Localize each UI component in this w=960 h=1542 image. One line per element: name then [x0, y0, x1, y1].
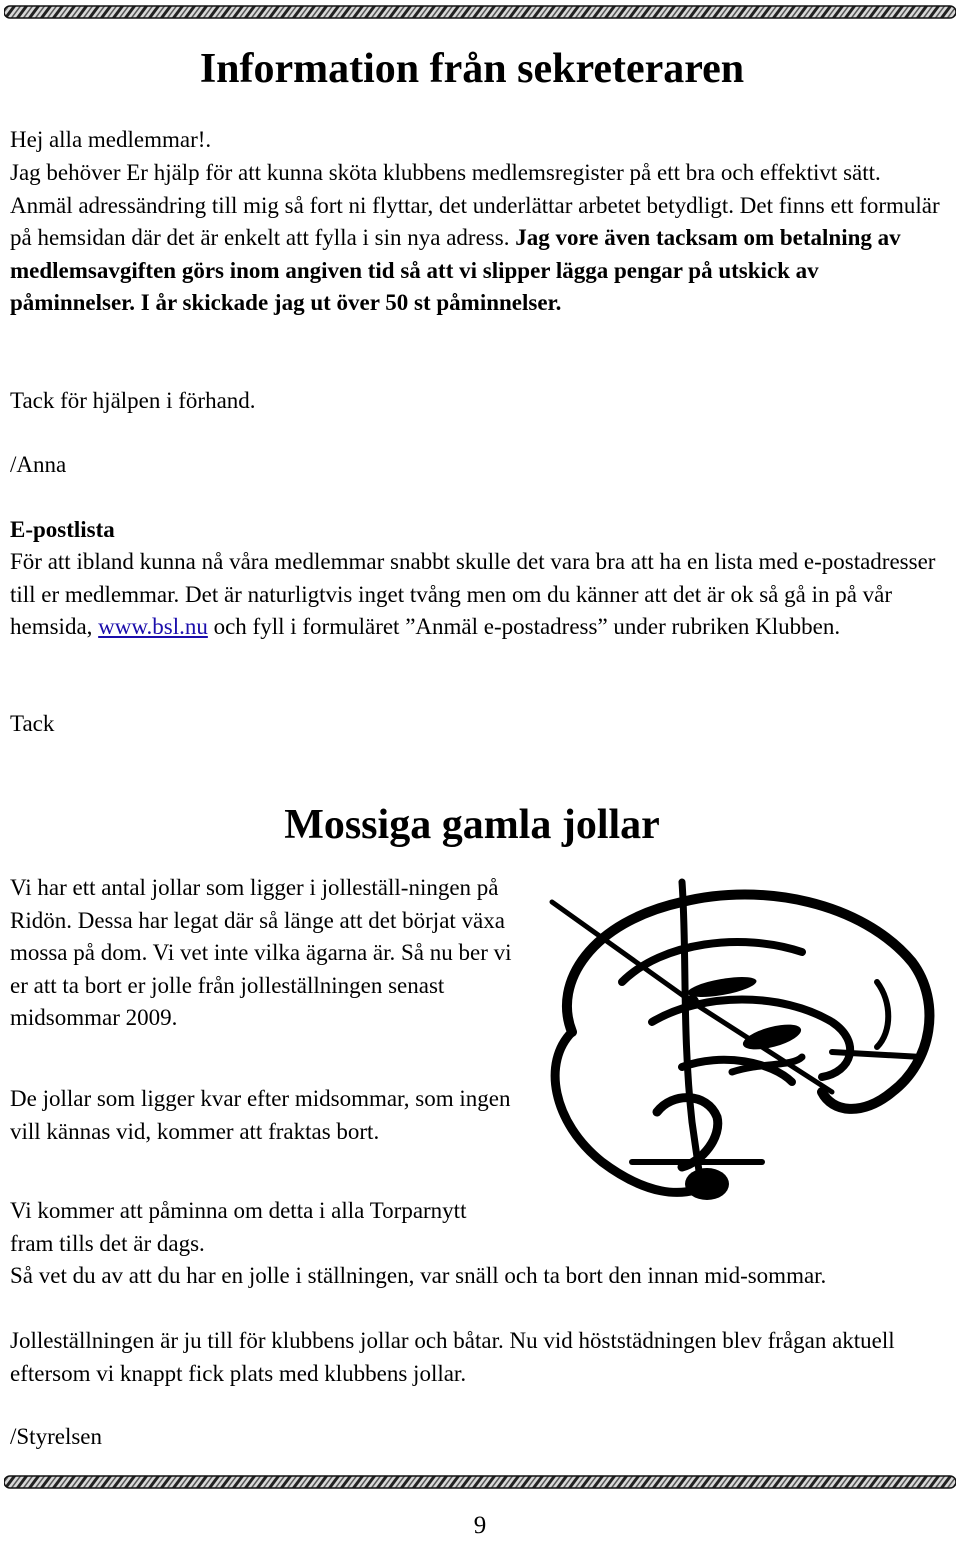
dinghy-paragraph-1: Vi har ett antal jollar som ligger i jolleställ-ningen på Ridön. Dessa har legat där så länge att det börjat växa mossa på dom. Vi vet inte vilka ägarna är. Så nu ber vi er att ta bort er jolle från jolleställningen senast midsommar 2009. [10, 875, 512, 1030]
intro-text: Jag behöver Er hjälp för att kunna sköta klubbens medlemsregister på ett bra och effektivt sätt. Anmäl adressändring till mig så fort ni flyttar, det underlättar arbetet betydligt. Det finns ett formulär på hemsidan där det är enkelt att fylla i sin nya adress. [10, 160, 940, 250]
email-list-body [10, 546, 945, 644]
page-title-secretary: Information från sekreteraren [199, 46, 745, 92]
thanks-text: Tack för hjälpen i förhand. [10, 388, 256, 413]
rope-border-bottom [4, 1474, 956, 1490]
dinghy-paragraph-4: Så vet du av att du har en jolle i ställningen, var snäll och ta bort den innan mid-sommar. [10, 1263, 827, 1288]
page-number: 9 [473, 1512, 487, 1539]
dinghy-illustration [532, 862, 952, 1207]
dinghy-paragraph-5: Jolleställningen är ju till för klubbens jollar och båtar. Nu vid höststädningen blev frågan aktuell eftersom vi knappt fick plats med klubbens jollar. [10, 1328, 895, 1386]
email-list-text: För att ibland kunna nå våra medlemmar snabbt skulle det vara bra att ha en lista med e-postadresser till er medlemmar. Det är naturligtvis inget tvång men om du känner att det är ok så gå in på vår hemsida, [10, 549, 936, 639]
website-link[interactable]: www.bsl.nu [98, 614, 208, 639]
email-list-text-cont: och fyll i formuläret ”Anmäl e-postadress” under rubriken Klubben. [207, 614, 841, 639]
signature-board: /Styrelsen [10, 1424, 102, 1449]
greeting: Hej alla medlemmar!. [10, 127, 212, 152]
closing-thanks: Tack [10, 711, 55, 736]
email-list-heading: E-postlista [10, 517, 115, 542]
signature-anna: /Anna [10, 452, 67, 477]
dinghy-paragraph-3: Vi kommer att påminna om detta i alla Torparnytt fram tills det är dags. [10, 1198, 467, 1256]
dinghy-section-title: Mossiga gamla jollar [284, 802, 660, 848]
dinghy-paragraph-2: De jollar som ligger kvar efter midsommar, som ingen vill kännas vid, kommer att fraktas bort. [10, 1086, 511, 1144]
payment-reminder-text: Jag vore även tacksam om betalning av medlemsavgiften görs inom angiven tid så att vi slipper lägga pengar på utskick av påminnelser. I år skickade jag ut över 50 st påminnelser. [10, 225, 901, 315]
secretary-message [10, 157, 945, 320]
rope-border-top [4, 4, 956, 20]
